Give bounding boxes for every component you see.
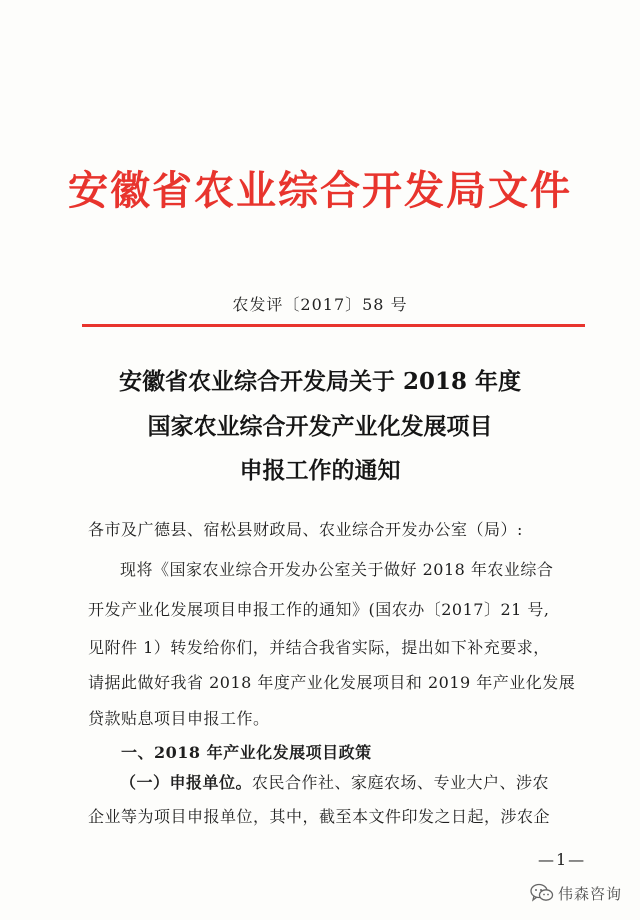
watermark bbox=[530, 880, 622, 906]
paragraph-1-line-3: 见附件 1）转发给你们，并结合我省实际，提出如下补充要求， bbox=[88, 638, 550, 657]
section-1-heading: 一、2018 年产业化发展项目政策 bbox=[121, 743, 372, 762]
paragraph-1-line-2: 开发产业化发展项目申报工作的通知》(国农办〔2017〕21 号, bbox=[88, 600, 550, 619]
notice-title-line-2: 国家农业综合开发产业化发展项目 bbox=[147, 413, 493, 440]
document-number: 农发评〔2017〕58 号 bbox=[232, 295, 408, 314]
watermark-text: 伟森咨询 bbox=[558, 884, 623, 903]
red-header-rule bbox=[82, 324, 585, 327]
salutation: 各市及广德县、宿松县财政局、农业综合开发办公室（局）: bbox=[88, 520, 523, 539]
issuing-organization-title: 安徽省农业综合开发局文件 bbox=[68, 167, 572, 214]
page-number: —1— bbox=[538, 850, 587, 869]
subsection-1-line-1 bbox=[120, 772, 549, 794]
paragraph-1-line-4: 请据此做好我省 2018 年度产业化发展项目和 2019 年产业化发展 bbox=[88, 673, 576, 692]
subsection-1-line-2: 企业等为项目申报单位，其中，截至本文件印发之日起，涉农企 bbox=[88, 807, 551, 826]
paragraph-1-line-1: 现将《国家农业综合开发办公室关于做好 2018 年农业综合 bbox=[120, 560, 554, 579]
subsection-1-text: 农民合作社、家庭农场、专业大户、涉农 bbox=[252, 773, 550, 792]
notice-title-line-1: 安徽省农业综合开发局关于 2018 年度 bbox=[118, 368, 522, 395]
wechat-icon bbox=[530, 883, 554, 903]
notice-title-line-3: 申报工作的通知 bbox=[239, 457, 401, 484]
subsection-1-label: （一）申报单位。 bbox=[120, 773, 253, 792]
paragraph-1-line-5: 贷款贴息项目申报工作。 bbox=[88, 709, 270, 728]
